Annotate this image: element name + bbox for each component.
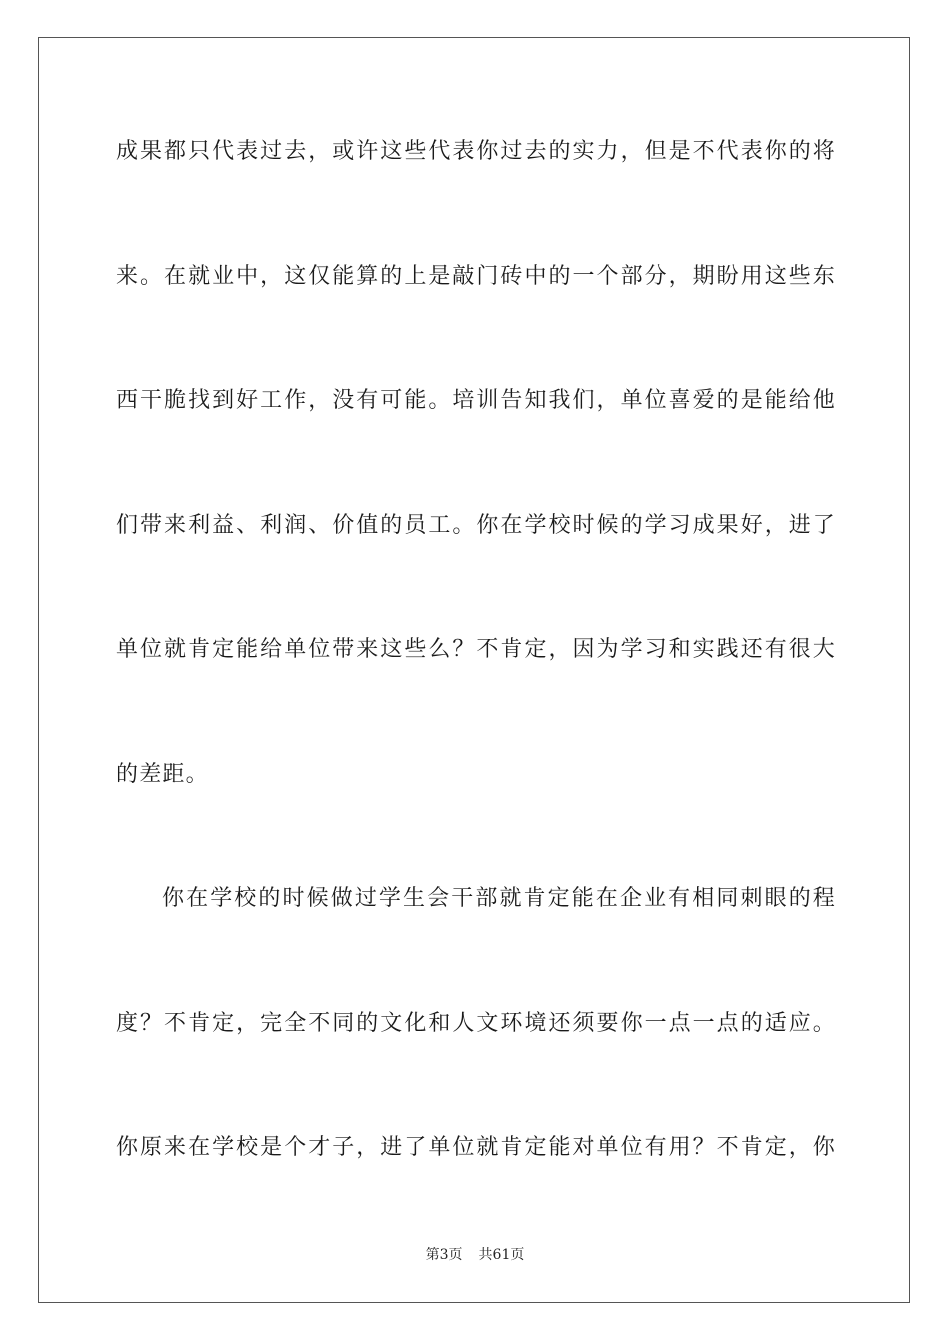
text-line: 西干脆找到好工作，没有可能。培训告知我们，单位喜爱的是能给他 <box>116 388 836 413</box>
text-line: 单位就肯定能给单位带来这些么？不肯定，因为学习和实践还有很大 <box>116 637 836 662</box>
page-total: 共61页 <box>478 1247 525 1263</box>
text-line: 们带来利益、利润、价值的员工。你在学校时候的学习成果好，进了 <box>116 512 836 538</box>
text-line: 来。在就业中，这仅能算的上是敲门砖中的一个部分，期盼用这些东 <box>116 263 836 289</box>
text-line-indented: 你在学校的时候做过学生会干部就肯定能在企业有相同刺眼的程 <box>162 886 836 911</box>
page-footer <box>0 1244 950 1264</box>
text-line: 你原来在学校是个才子，进了单位就肯定能对单位有用？不肯定，你 <box>116 1135 836 1160</box>
page-number: 第3页 <box>425 1247 463 1263</box>
text-line: 度？不肯定，完全不同的文化和人文环境还须要你一点一点的适应。 <box>116 1010 836 1036</box>
text-line: 成果都只代表过去，或许这些代表你过去的实力，但是不代表你的将 <box>116 139 836 164</box>
text-line: 的差距。 <box>116 761 209 787</box>
document-body <box>116 128 836 1249</box>
